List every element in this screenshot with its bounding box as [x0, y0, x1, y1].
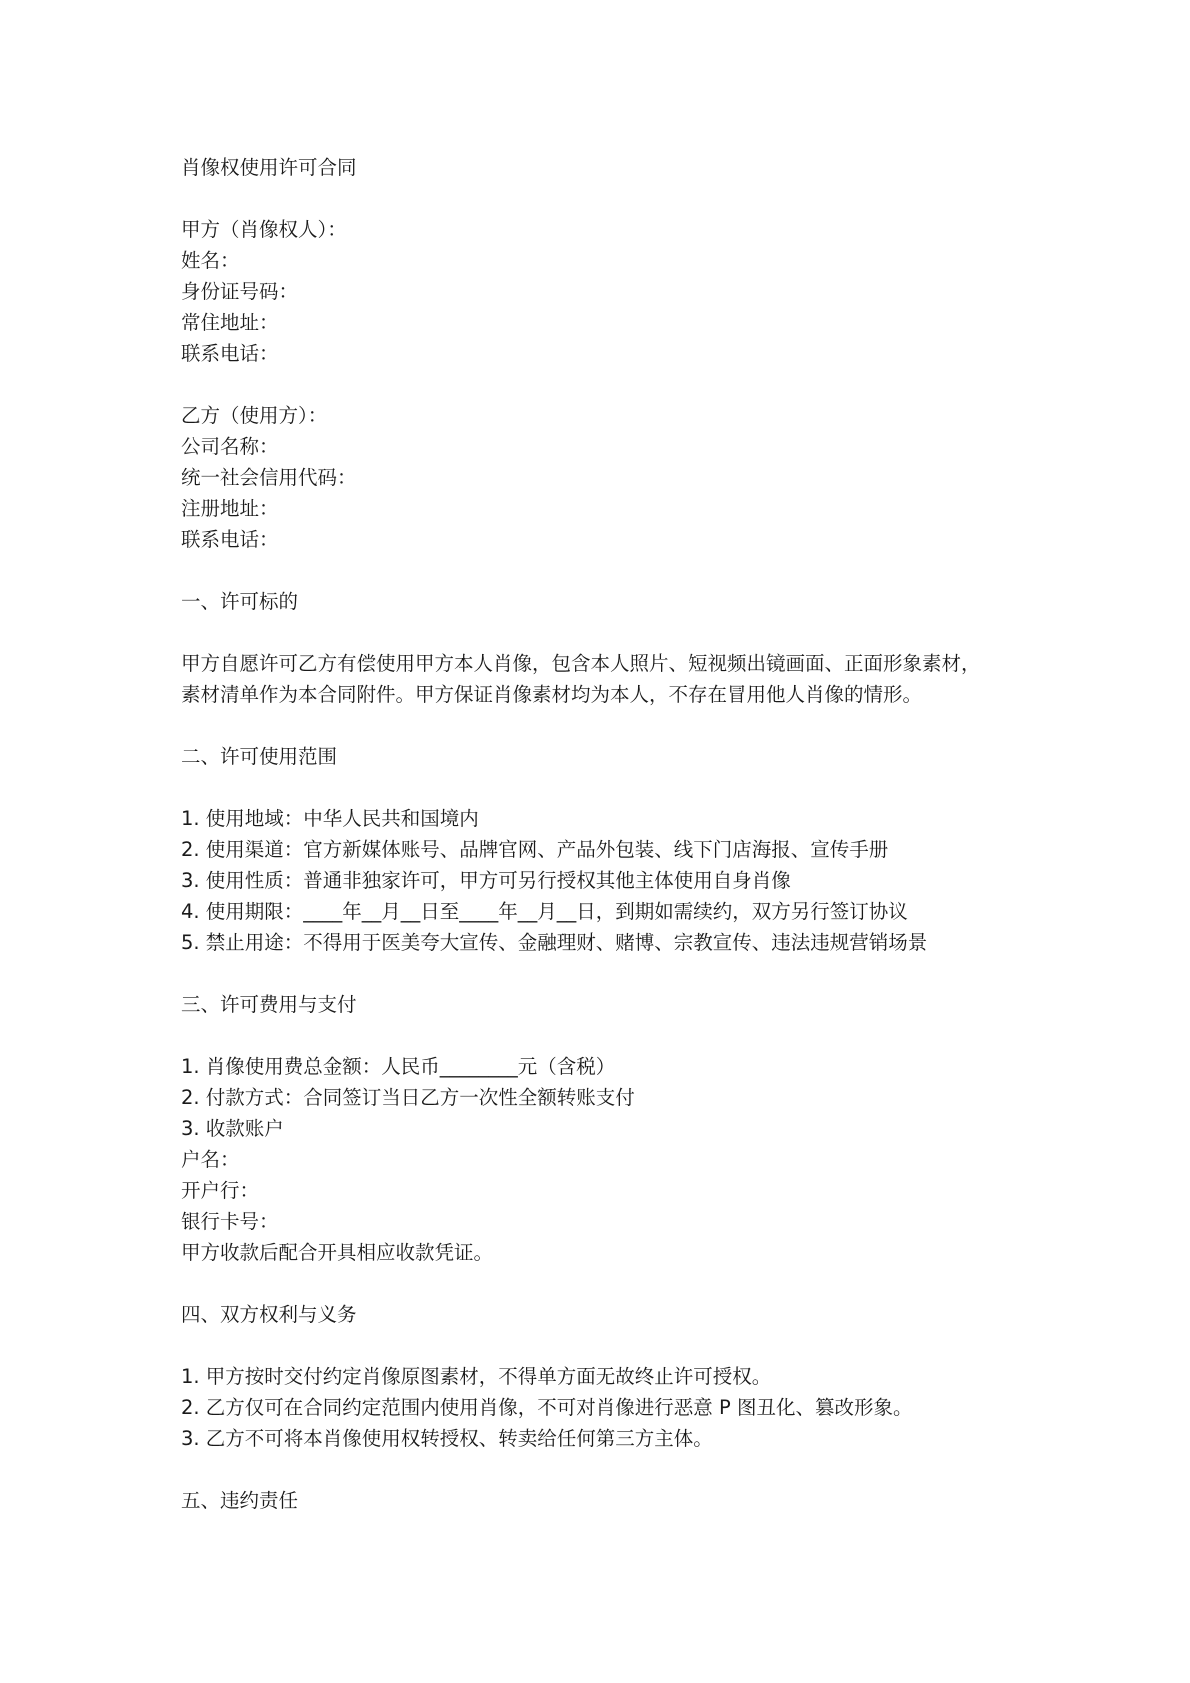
spacer — [181, 555, 1061, 586]
contract-document — [181, 152, 1061, 1516]
paragraph-line: 甲方自愿许可乙方有偿使用甲方本人肖像，包含本人照片、短视频出镜画面、正面形象素材， — [181, 652, 981, 675]
paragraph-line: 素材清单作为本合同附件。甲方保证肖像素材均为本人，不存在冒用他人肖像的情形。 — [181, 683, 923, 706]
party-b-phone-field: 联系电话： — [181, 528, 279, 551]
spacer — [181, 710, 1061, 741]
list-item: 3. 收款账户 — [181, 1117, 284, 1140]
party-b-company-field: 公司名称： — [181, 435, 279, 458]
paragraph-line: 甲方收款后配合开具相应收款凭证。 — [181, 1241, 494, 1264]
party-a-id-field: 身份证号码： — [181, 280, 299, 303]
card-number-field: 银行卡号： — [181, 1210, 279, 1233]
bank-field: 开户行： — [181, 1179, 260, 1202]
section-heading: 一、许可标的 — [181, 590, 299, 613]
section-fees-payment — [181, 989, 1061, 1268]
section-heading: 五、违约责任 — [181, 1489, 299, 1512]
spacer — [181, 958, 1061, 989]
list-item: 3. 乙方不可将本肖像使用权转授权、转卖给任何第三方主体。 — [181, 1427, 713, 1450]
party-a-block — [181, 214, 1061, 369]
spacer — [181, 1454, 1061, 1485]
document-title: 肖像权使用许可合同 — [181, 156, 357, 179]
party-b-block — [181, 400, 1061, 555]
list-item: 5. 禁止用途：不得用于医美夸大宣传、金融理财、赌博、宗教宣传、违法违规营销场景 — [181, 931, 928, 954]
section-usage-scope — [181, 741, 1061, 958]
list-item: 2. 乙方仅可在合同约定范围内使用肖像，不可对肖像进行恶意 P 图丑化、篡改形象。 — [181, 1396, 913, 1419]
list-item: 1. 甲方按时交付约定肖像原图素材，不得单方面无故终止许可授权。 — [181, 1365, 772, 1388]
list-item: 1. 使用地域：中华人民共和国境内 — [181, 807, 479, 830]
spacer — [181, 183, 1061, 214]
party-a-heading: 甲方（肖像权人）： — [181, 218, 347, 241]
party-a-name-field: 姓名： — [181, 249, 240, 272]
list-item: 4. 使用期限：____年__月__日至____年__月__日，到期如需续约，双方另行签订协议 — [181, 900, 908, 923]
list-item: 2. 付款方式：合同签订当日乙方一次性全额转账支付 — [181, 1086, 635, 1109]
account-name-field: 户名： — [181, 1148, 240, 1171]
spacer — [181, 1268, 1061, 1299]
spacer — [181, 369, 1061, 400]
list-item: 3. 使用性质：普通非独家许可，甲方可另行授权其他主体使用自身肖像 — [181, 869, 791, 892]
list-item: 1. 肖像使用费总金额：人民币________元（含税） — [181, 1055, 616, 1078]
section-rights-obligations — [181, 1299, 1061, 1454]
section-breach-liability — [181, 1485, 1061, 1516]
section-heading: 四、双方权利与义务 — [181, 1303, 357, 1326]
party-b-credit-code-field: 统一社会信用代码： — [181, 466, 357, 489]
party-a-address-field: 常住地址： — [181, 311, 279, 334]
party-b-heading: 乙方（使用方）： — [181, 404, 328, 427]
party-a-phone-field: 联系电话： — [181, 342, 279, 365]
list-item: 2. 使用渠道：官方新媒体账号、品牌官网、产品外包装、线下门店海报、宣传手册 — [181, 838, 889, 861]
party-b-address-field: 注册地址： — [181, 497, 279, 520]
section-license-subject — [181, 586, 1061, 710]
section-heading: 二、许可使用范围 — [181, 745, 338, 768]
section-heading: 三、许可费用与支付 — [181, 993, 357, 1016]
